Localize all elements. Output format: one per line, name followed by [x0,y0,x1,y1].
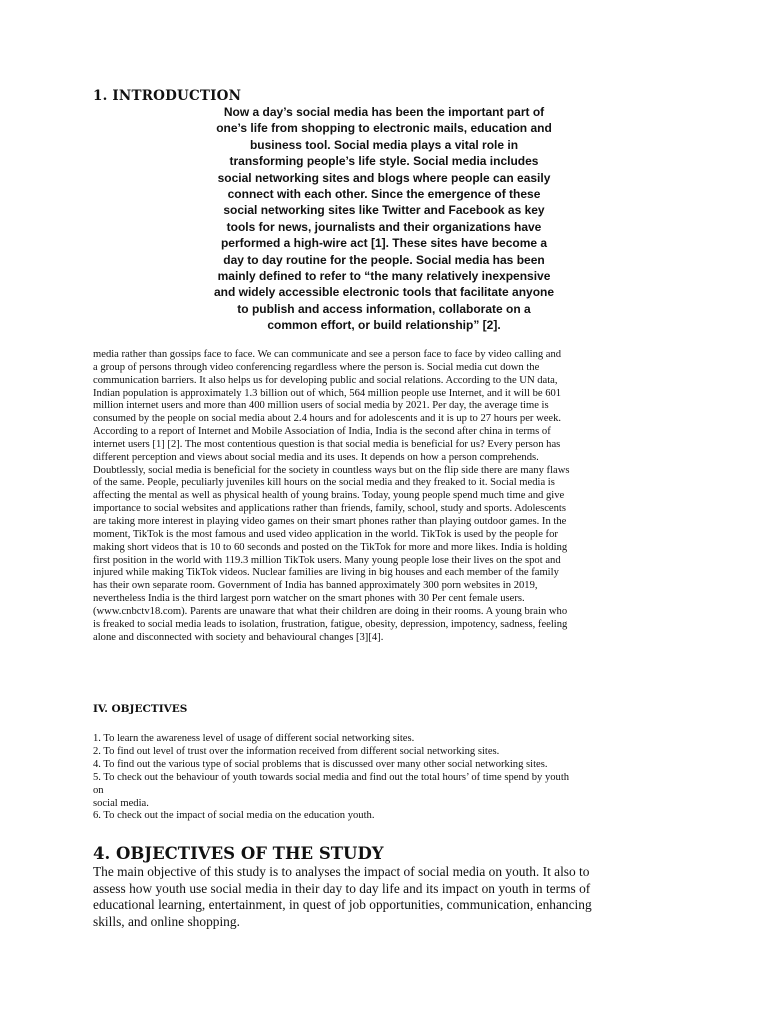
objectives-list [93,733,693,823]
text-line: million internet users and more than 400 million users of social media by 2021. Per day, the average time is [93,400,549,412]
body-paragraph [93,349,693,644]
text-line: tools for news, journalists and their organizations have [226,219,542,234]
text-line: Doubtlessly, social media is beneficial for the society in countless ways but on the flip side there are many flaws [93,464,570,476]
list-item: 2. To find out level of trust over the information received from different social networking sites. [93,745,500,757]
text-line: According to a report of Internet and Mobile Association of India, India is the second after china in terms of [93,426,551,438]
text-line: nevertheless India is the third largest porn watcher on the smart phones with 30 Per cent female users. [93,593,525,605]
list-item: 4. To find out the various type of social problems that is discussed over many other social networking sites. [93,758,548,770]
text-line: mainly defined to refer to “the many relatively inexpensive [217,269,551,284]
text-line: affecting the mental as well as physical health of young brains. Today, young people spend much time and give [93,490,565,502]
text-line: skills, and online shopping. [93,913,240,929]
text-line: to publish and access information, collaborate on a [237,301,531,316]
study-objectives-heading: 4. OBJECTIVES OF THE STUDY [93,844,384,863]
text-line: of the same. People, peculiarly juveniles kill hours on the social media and they freaked to it. Social media is [93,477,555,489]
text-line: performed a high-wire act [1]. These sites have become a [220,236,548,251]
text-line: social networking sites and blogs where people can easily [217,170,551,185]
list-item: social media. [93,797,149,809]
text-line: connect with each other. Since the emergence of these [227,187,541,202]
text-line: The main objective of this study is to analyses the impact of social media on youth. It also to [93,864,590,879]
text-line: first position in the world with 119.3 million TikTok users. Many young people lose their lives on the spot and [93,554,561,566]
text-line: different perception and views about social media and its uses. It depends on how a person comprehends. [93,451,539,463]
text-line: alone and disconnected with society and behavioural changes [3][4]. [93,631,384,643]
text-line: making short videos that is 10 to 60 seconds and posted on the TikTok for more and more likes. India is holding [93,541,568,553]
text-line: importance to social websites and applications rather than friends, family, school, study and sports. Adolescents [93,503,566,515]
text-line: transforming people’s life style. Social media includes [229,154,539,169]
text-line: social networking sites like Twitter and Facebook as key [223,203,545,218]
text-line: consumed by the people on social media about 2.4 hours and for adolescents and it is up to 27 hours per week. [93,413,562,425]
text-line: assess how youth use social media in their day to day life and its impact on youth in terms of [93,880,591,896]
text-line: one’s life from shopping to electronic mails, education and [216,121,552,136]
study-objectives-paragraph [93,864,693,930]
text-line: communication barriers. It also helps us for developing public and social relations. According to the UN data, [93,374,558,386]
text-line: a group of persons through video conferencing regardless where the person is. Social media cut down the [93,361,540,373]
introduction-paragraph [190,104,578,334]
text-line: has their own separate room. Government of India has banned approximately 300 porn websites in 2019, [93,580,538,592]
text-line: and widely accessible electronic tools that facilitate anyone [213,285,555,300]
objectives-heading: IV. OBJECTIVES [93,703,188,715]
text-line: Indian population is approximately 1.3 billion out of which, 564 million people use Internet, and it will be 601 [93,387,562,399]
list-item: on [93,784,104,796]
text-line: media rather than gossips face to face. We can communicate and see a person face to face by video calling and [93,349,562,360]
text-line: day to day routine for the people. Social media has been [223,252,545,267]
text-line: (www.cnbctv18.com). Parents are unaware that what their children are doing in their rooms. A young brain who [93,605,568,617]
introduction-heading: 1. INTRODUCTION [93,88,242,104]
list-item: 1. To learn the awareness level of usage of different social networking sites. [93,733,415,744]
text-line: are taking more interest in playing video games on their smart phones rather than playing outdoor games. In the [93,515,567,527]
text-line: moment, TikTok is the most famous and used video application in the world. TikTok is used by the people for [93,528,558,540]
text-line: injured while making TikTok videos. Nuclear families are living in big houses and each member of the family [93,567,559,579]
text-line: common effort, or build relationship” [2]. [267,318,501,333]
text-line: internet users [1] [2]. The most contentious question is that social media is beneficial for us? Every person has [93,438,561,450]
text-line: Now a day’s social media has been the important part of [223,105,545,119]
text-line: educational learning, entertainment, in quest of job opportunities, communication, enhancing [93,897,592,913]
text-line: business tool. Social media plays a vital role in [249,137,519,152]
list-item: 5. To check out the behaviour of youth towards social media and find out the total hours’ of time spend by youth [93,771,570,783]
list-item: 6. To check out the impact of social media on the education youth. [93,810,375,822]
text-line: is freaked to social media leads to isolation, frustration, fatigue, obesity, depression, impotency, sadness, feeling [93,618,568,630]
